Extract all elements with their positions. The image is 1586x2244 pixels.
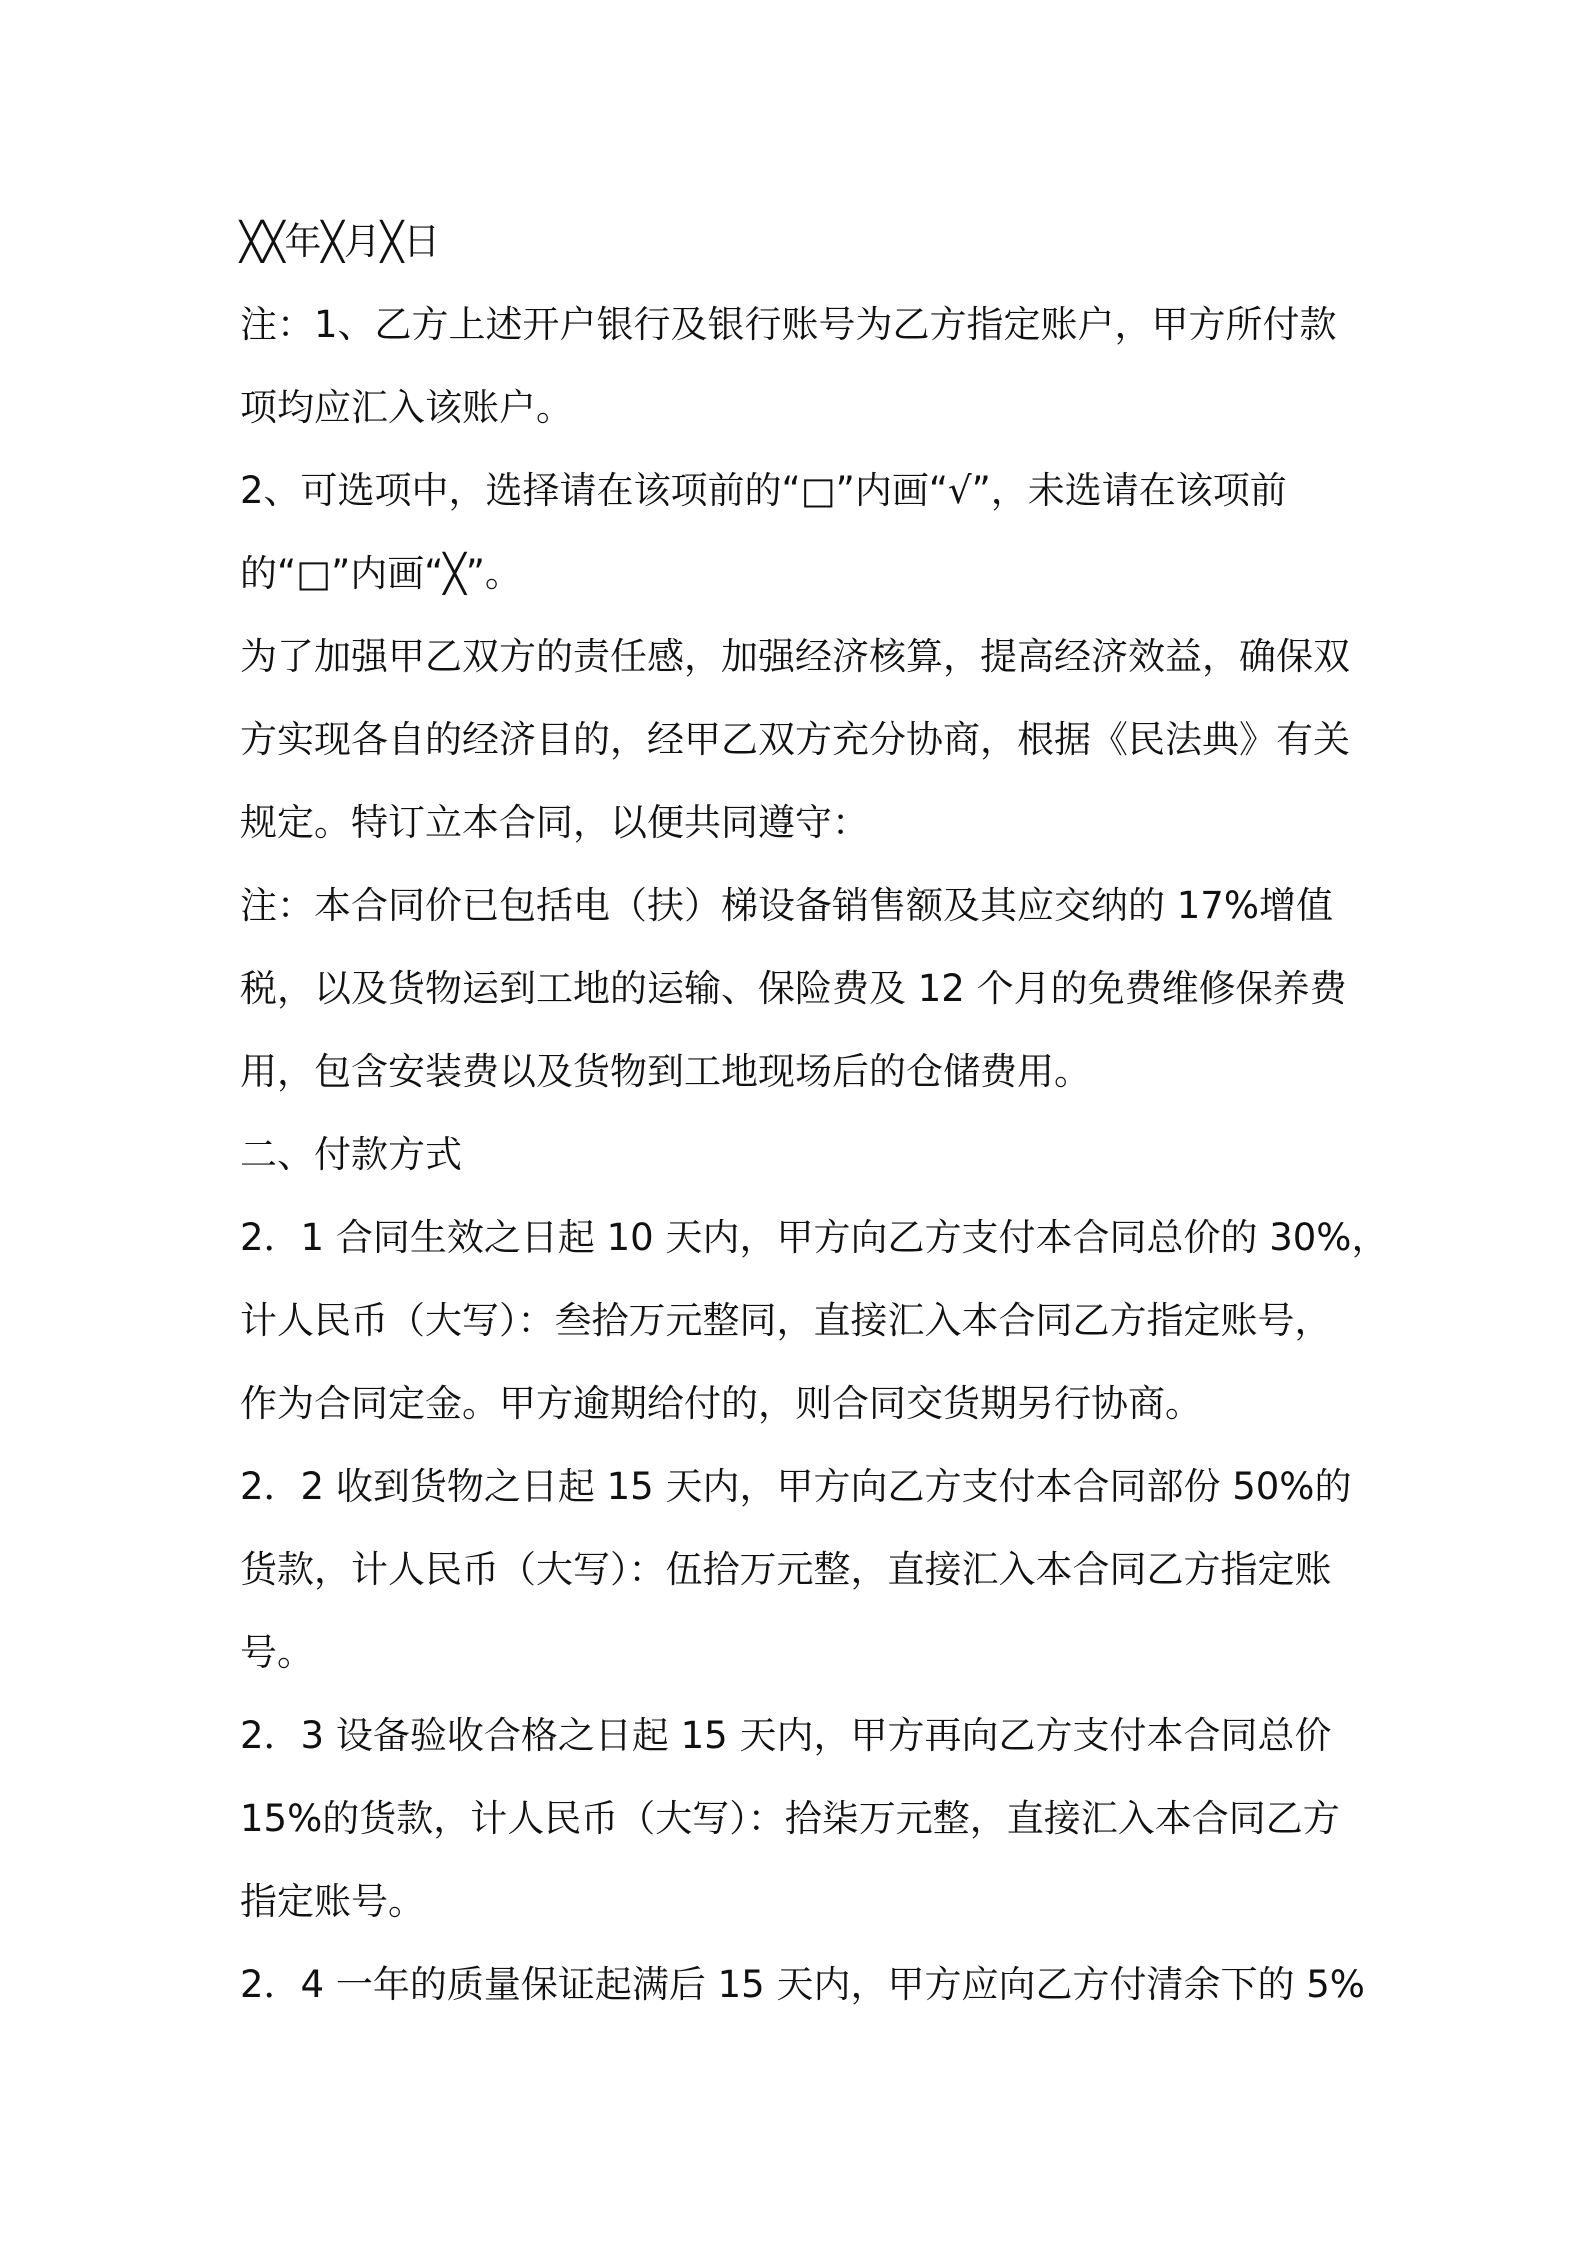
note-1-line-cont: 项均应汇入该账户。 [240,386,573,429]
clause-2-2-line: 号。 [240,1631,314,1674]
note-2-line-cont: 的“□”内画“╳”。 [240,552,522,595]
clause-2-2-line: 2．2 收到货物之日起 15 天内，甲方向乙方支付本合同部份 50%的 [240,1465,1352,1508]
note-2-line: 2、可选项中，选择请在该项前的“□”内画“√”，未选请在该项前 [240,469,1287,512]
preamble-line: 规定。特订立本合同，以便共同遵守： [240,801,869,844]
note-1-line: 注：1、乙方上述开户银行及银行账号为乙方指定账户，甲方所付款 [240,303,1337,346]
preamble-line: 方实现各自的经济目的，经甲乙双方充分协商，根据《民法典》有关 [240,718,1350,761]
price-note-line: 税，以及货物运到工地的运输、保险费及 12 个月的免费维修保养费 [240,967,1347,1010]
clause-2-3-line: 2．3 设备验收合格之日起 15 天内，甲方再向乙方支付本合同总价 [240,1714,1332,1757]
price-note-line: 用，包含安装费以及货物到工地现场后的仓储费用。 [240,1050,1091,1093]
clause-2-2-line: 货款，计人民币（大写）：伍拾万元整，直接汇入本合同乙方指定账 [240,1548,1332,1591]
clause-2-1-line: 2．1 合同生效之日起 10 天内，甲方向乙方支付本合同总价的 30%， [240,1216,1389,1259]
contract-text [240,200,1389,2026]
clause-2-1-line: 计人民币（大写）：叁拾万元整同，直接汇入本合同乙方指定账号， [240,1299,1332,1342]
preamble-line: 为了加强甲乙双方的责任感，加强经济核算，提高经济效益，确保双 [240,635,1350,678]
clause-2-1-line: 作为合同定金。甲方逾期给付的，则合同交货期另行协商。 [240,1382,1202,1425]
clause-2-4-line: 2．4 一年的质量保证起满后 15 天内，甲方应向乙方付清余下的 5% [240,1963,1365,2006]
section-heading-payment: 二、付款方式 [240,1133,462,1176]
clause-2-3-line: 指定账号。 [240,1880,425,1923]
clause-2-3-line: 15%的货款，计人民币（大写）：拾柒万元整，直接汇入本合同乙方 [240,1797,1340,1840]
price-note-line: 注：本合同价已包括电（扶）梯设备销售额及其应交纳的 17%增值 [240,884,1333,927]
date-line: ╳╳年╳月╳日 [240,220,441,263]
